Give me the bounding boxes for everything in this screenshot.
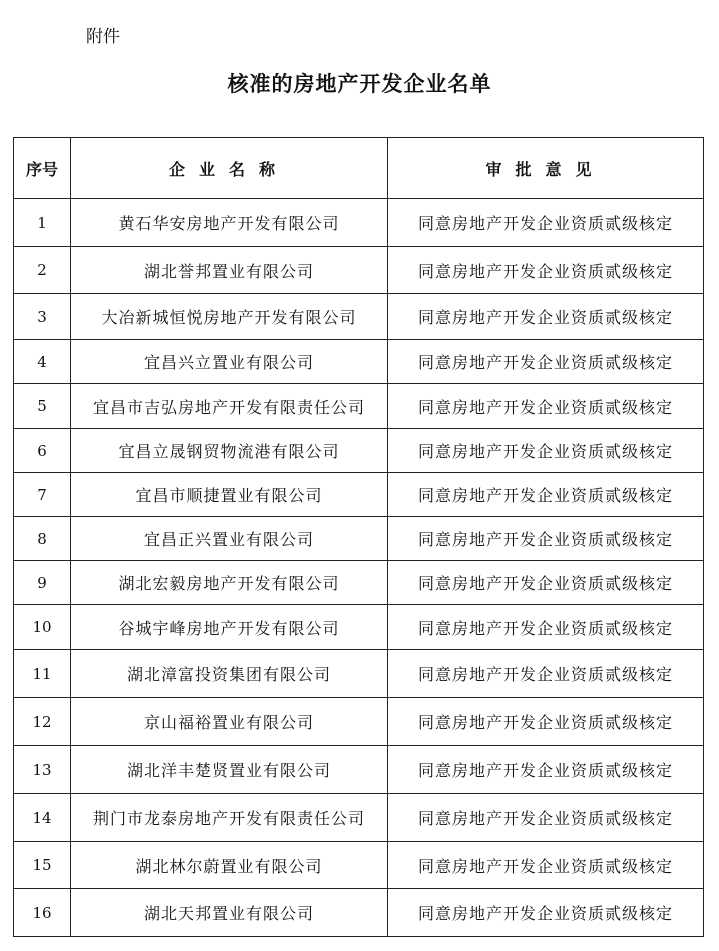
page-title: 核准的房地产开发企业名单 xyxy=(227,72,492,96)
row-company-name: 京山福裕置业有限公司 xyxy=(71,698,388,746)
row-company-name: 宜昌市顺捷置业有限公司 xyxy=(71,473,388,517)
row-company-name: 荆门市龙泰房地产开发有限责任公司 xyxy=(71,794,388,842)
header-company-name: 企业名称 xyxy=(71,138,388,199)
table-row xyxy=(14,199,704,247)
row-company-name: 湖北林尔蔚置业有限公司 xyxy=(71,842,388,889)
row-serial: 10 xyxy=(14,605,71,650)
row-approval-opinion: 同意房地产开发企业资质贰级核定 xyxy=(388,294,704,340)
table-row xyxy=(14,605,704,650)
row-approval-opinion: 同意房地产开发企业资质贰级核定 xyxy=(388,199,704,247)
row-approval-opinion: 同意房地产开发企业资质贰级核定 xyxy=(388,650,704,698)
table-row xyxy=(14,794,704,842)
row-company-name: 大冶新城恒悦房地产开发有限公司 xyxy=(71,294,388,340)
row-company-name: 湖北天邦置业有限公司 xyxy=(71,889,388,937)
row-company-name: 宜昌兴立置业有限公司 xyxy=(71,340,388,384)
table-row xyxy=(14,889,704,937)
table-row xyxy=(14,561,704,605)
row-company-name: 谷城宇峰房地产开发有限公司 xyxy=(71,605,388,650)
table-row xyxy=(14,517,704,561)
row-serial: 5 xyxy=(14,384,71,429)
table-header-row xyxy=(14,138,704,199)
row-approval-opinion: 同意房地产开发企业资质贰级核定 xyxy=(388,794,704,842)
row-company-name: 湖北漳富投资集团有限公司 xyxy=(71,650,388,698)
row-serial: 7 xyxy=(14,473,71,517)
row-company-name: 湖北宏毅房地产开发有限公司 xyxy=(71,561,388,605)
row-serial: 9 xyxy=(14,561,71,605)
header-serial: 序号 xyxy=(14,138,71,199)
row-approval-opinion: 同意房地产开发企业资质贰级核定 xyxy=(388,842,704,889)
row-company-name: 宜昌正兴置业有限公司 xyxy=(71,517,388,561)
row-serial: 15 xyxy=(14,842,71,889)
row-company-name: 黄石华安房地产开发有限公司 xyxy=(71,199,388,247)
header-approval-opinion: 审批意见 xyxy=(388,138,704,199)
table-row xyxy=(14,247,704,294)
attachment-label: 附件 xyxy=(86,27,120,47)
row-approval-opinion: 同意房地产开发企业资质贰级核定 xyxy=(388,561,704,605)
row-approval-opinion: 同意房地产开发企业资质贰级核定 xyxy=(388,429,704,473)
row-serial: 2 xyxy=(14,247,71,294)
table-row xyxy=(14,746,704,794)
table-row xyxy=(14,294,704,340)
table-row xyxy=(14,384,704,429)
row-serial: 4 xyxy=(14,340,71,384)
table-row xyxy=(14,698,704,746)
row-approval-opinion: 同意房地产开发企业资质贰级核定 xyxy=(388,340,704,384)
table-body xyxy=(14,199,704,937)
company-table xyxy=(13,137,704,937)
row-serial: 1 xyxy=(14,199,71,247)
row-approval-opinion: 同意房地产开发企业资质贰级核定 xyxy=(388,517,704,561)
row-company-name: 宜昌市吉弘房地产开发有限责任公司 xyxy=(71,384,388,429)
row-serial: 12 xyxy=(14,698,71,746)
row-serial: 16 xyxy=(14,889,71,937)
table-row xyxy=(14,429,704,473)
row-serial: 3 xyxy=(14,294,71,340)
table-row xyxy=(14,473,704,517)
table-row xyxy=(14,650,704,698)
row-serial: 13 xyxy=(14,746,71,794)
row-approval-opinion: 同意房地产开发企业资质贰级核定 xyxy=(388,889,704,937)
row-approval-opinion: 同意房地产开发企业资质贰级核定 xyxy=(388,384,704,429)
row-serial: 6 xyxy=(14,429,71,473)
row-company-name: 宜昌立晟钢贸物流港有限公司 xyxy=(71,429,388,473)
row-company-name: 湖北誉邦置业有限公司 xyxy=(71,247,388,294)
row-serial: 8 xyxy=(14,517,71,561)
row-company-name: 湖北洋丰楚贤置业有限公司 xyxy=(71,746,388,794)
row-approval-opinion: 同意房地产开发企业资质贰级核定 xyxy=(388,698,704,746)
row-serial: 14 xyxy=(14,794,71,842)
row-approval-opinion: 同意房地产开发企业资质贰级核定 xyxy=(388,473,704,517)
row-approval-opinion: 同意房地产开发企业资质贰级核定 xyxy=(388,746,704,794)
row-approval-opinion: 同意房地产开发企业资质贰级核定 xyxy=(388,605,704,650)
table-row xyxy=(14,842,704,889)
row-serial: 11 xyxy=(14,650,71,698)
row-approval-opinion: 同意房地产开发企业资质贰级核定 xyxy=(388,247,704,294)
table-row xyxy=(14,340,704,384)
